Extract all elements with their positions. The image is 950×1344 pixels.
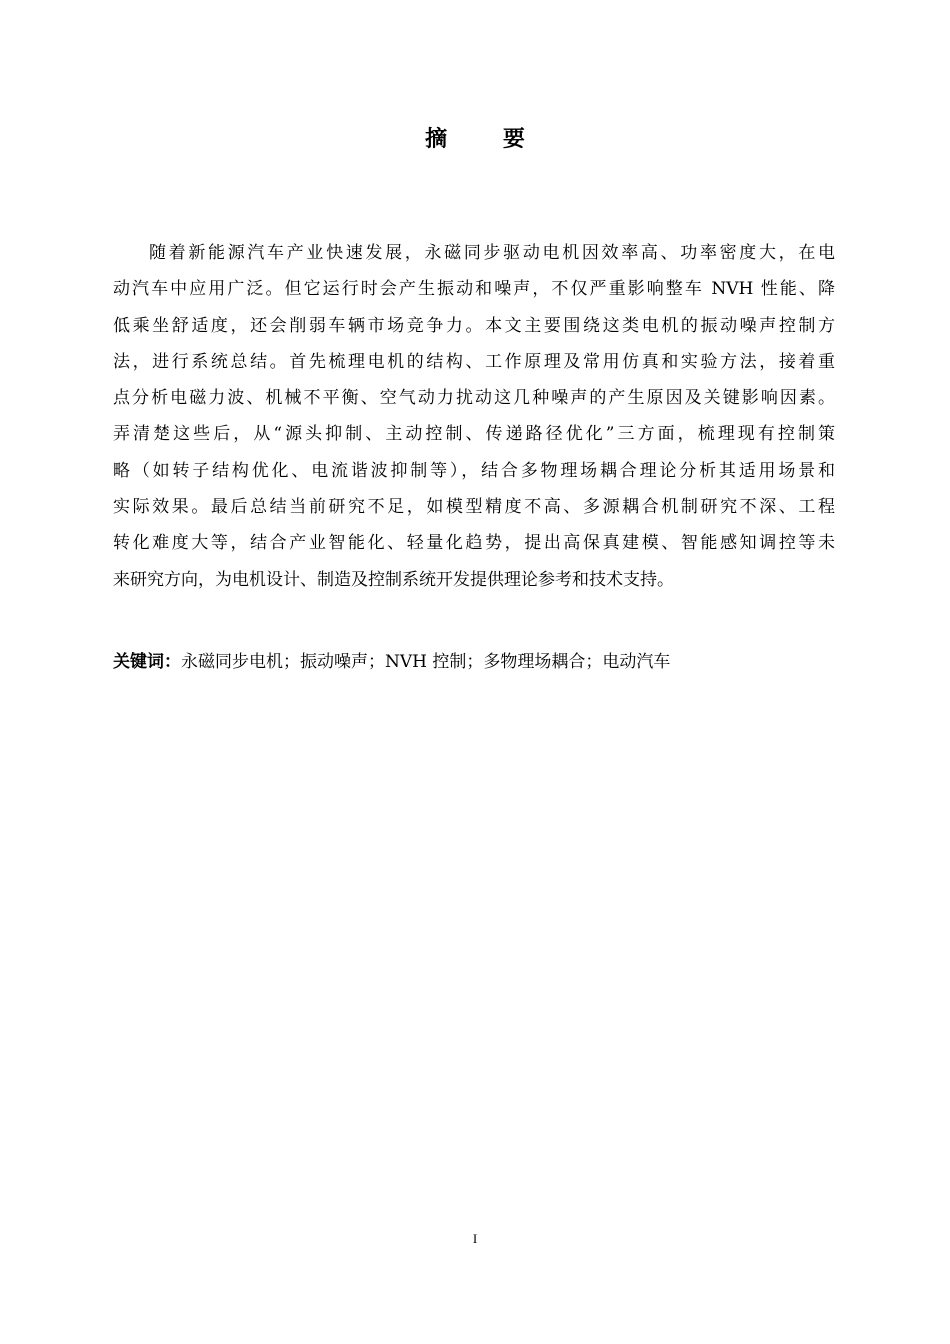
abstract-line: 转化难度大等，结合产业智能化、轻量化趋势，提出高保真建模、智能感知调控等未 [113,533,835,554]
page-number: I [472,1231,478,1246]
keywords-text: 永磁同步电机；振动噪声；NVH 控制；多物理场耦合；电动汽车 [181,652,671,672]
page-title: 摘 要 [425,127,549,152]
abstract-line: 法，进行系统总结。首先梳理电机的结构、工作原理及常用仿真和实验方法，接着重 [113,351,835,372]
abstract-body [113,235,835,598]
abstract-line: 动汽车中应用广泛。但它运行时会产生振动和噪声，不仅严重影响整车 NVH 性能、降 [113,279,835,300]
abstract-line: 来研究方向，为电机设计、制造及控制系统开发提供理论参考和技术支持。 [113,569,674,590]
keywords [113,648,835,676]
abstract-line: 略（如转子结构优化、电流谐波抑制等），结合多物理场耦合理论分析其适用场景和 [113,460,835,481]
abstract-line: 弄清楚这些后，从“源头抑制、主动控制、传递路径优化”三方面，梳理现有控制策 [113,424,835,445]
abstract-line: 实际效果。最后总结当前研究不足，如模型精度不高、多源耦合机制研究不深、工程 [113,497,835,518]
keywords-label: 关键词： [113,652,181,672]
abstract-line: 点分析电磁力波、机械不平衡、空气动力扰动这几种噪声的产生原因及关键影响因素。 [113,388,835,409]
abstract-line: 随着新能源汽车产业快速发展，永磁同步驱动电机因效率高、功率密度大，在电 [149,243,835,263]
abstract-line: 低乘坐舒适度，还会削弱车辆市场竞争力。本文主要围绕这类电机的振动噪声控制方 [113,315,835,336]
